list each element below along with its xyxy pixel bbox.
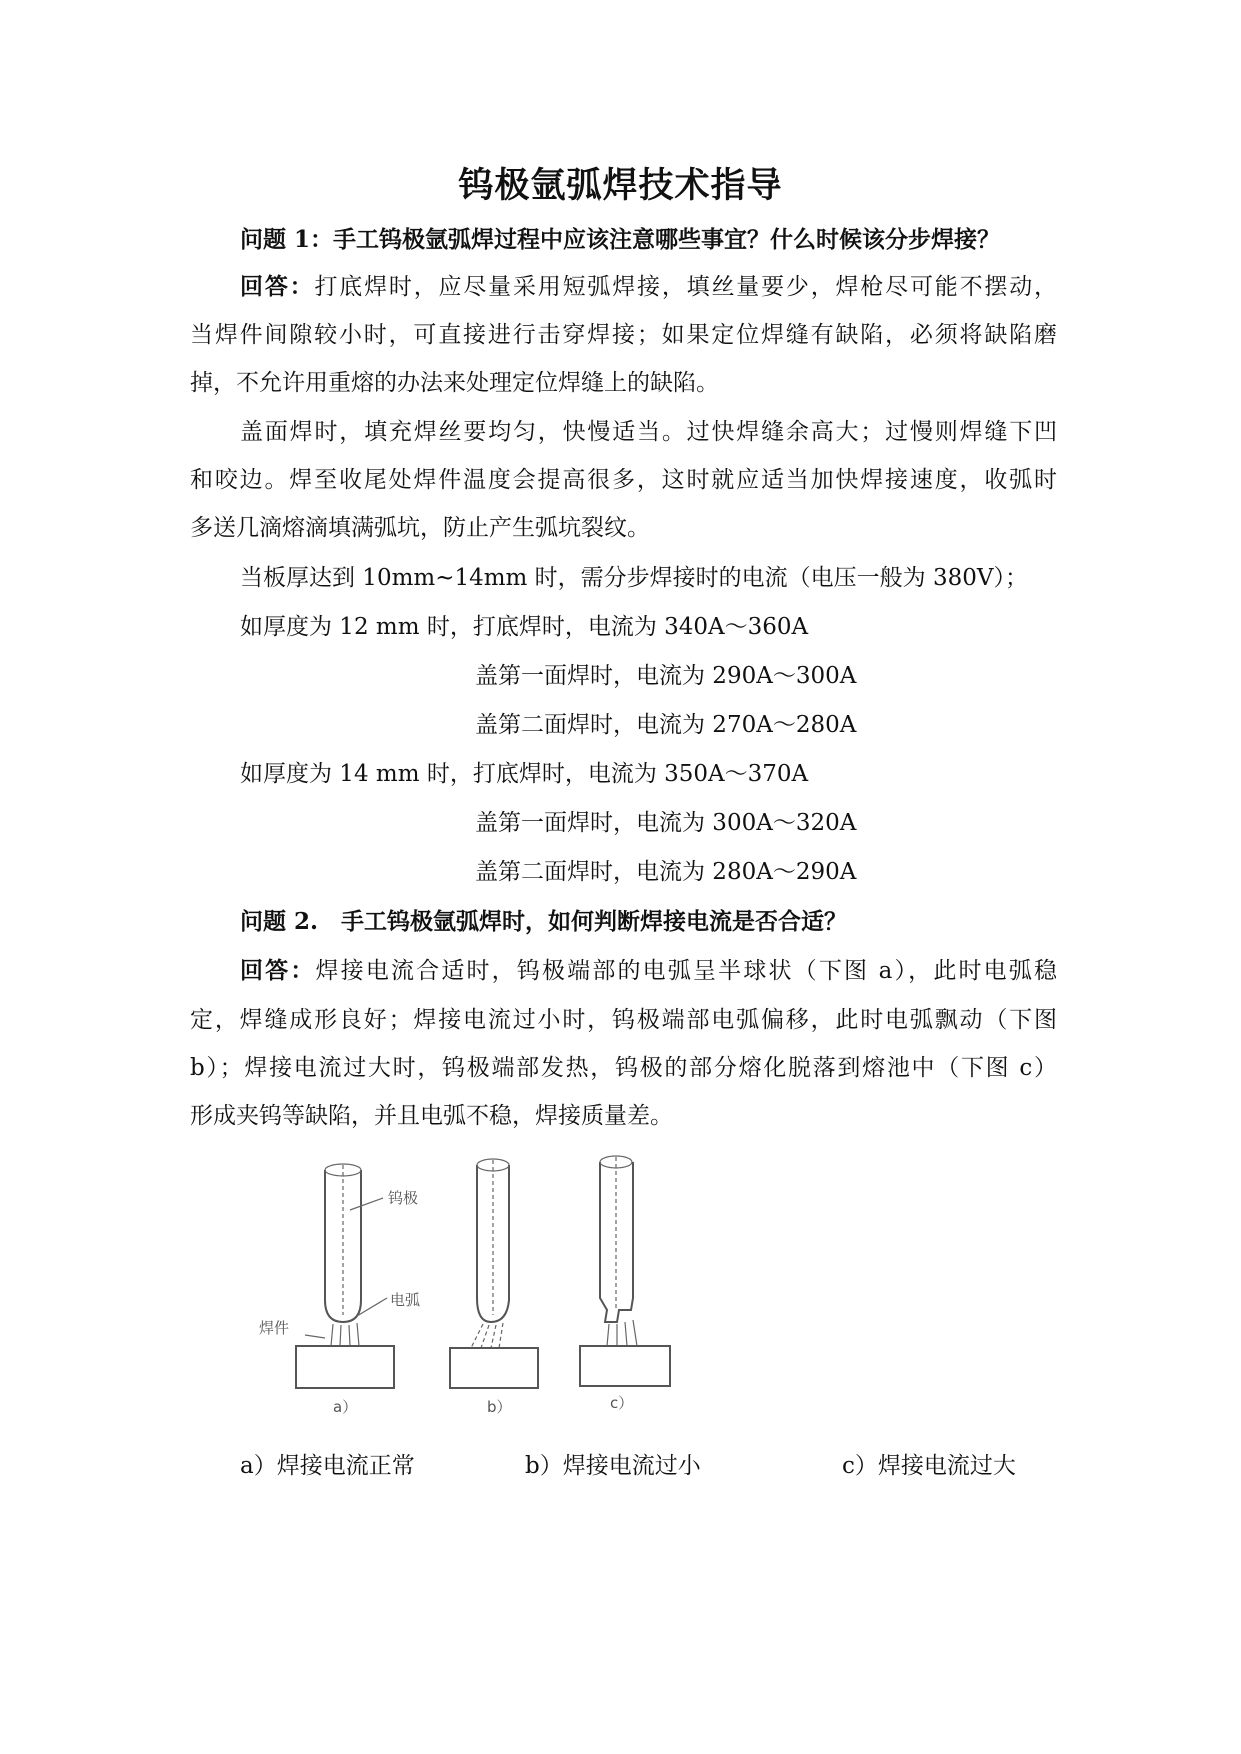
electrode-a [296, 1164, 394, 1388]
paragraph-3: 当板厚达到 10mm~14mm 时，需分步焊接时的电流（电压一般为 380V）； [240, 565, 1028, 591]
paragraph-2-line-1: 盖面焊时，填充焊丝要均匀，快慢适当。过快焊缝余高大；过慢则焊缝下凹 [240, 419, 1057, 445]
sublabel-c: c） [610, 1394, 634, 1412]
question-1: 问题 1：手工钨极氩弧焊过程中应该注意哪些事宜？什么时候该分步焊接？ [240, 226, 1001, 253]
thickness-14-line-1: 如厚度为 14 mm 时，打底焊时，电流为 350A～370A [240, 761, 809, 787]
answer-label: 回答： [240, 273, 315, 300]
label-workpiece: 焊件 [259, 1319, 290, 1337]
paragraph-2-line-3: 多送几滴熔滴填满弧坑，防止产生弧坑裂纹。 [190, 515, 650, 541]
page-title: 钨极氩弧焊技术指导 [458, 165, 783, 206]
thickness-14-line-3: 盖第二面焊时，电流为 280A～290A [475, 859, 857, 885]
thickness-14-line-2: 盖第一面焊时，电流为 300A～320A [475, 810, 857, 836]
thickness-12-line-2: 盖第一面焊时，电流为 290A～300A [475, 663, 857, 689]
sublabel-b: b） [487, 1398, 512, 1416]
thickness-12-line-1: 如厚度为 12 mm 时，打底焊时，电流为 340A～360A [240, 614, 809, 640]
answer-2-line-2: 定，焊缝成形良好；焊接电流过小时，钨极端部电弧偏移，此时电弧飘动（下图 [190, 1007, 1057, 1033]
answer-2-line-4: 形成夹钨等缺陷，并且电弧不稳，焊接质量差。 [190, 1103, 673, 1129]
caption-b: b）焊接电流过小 [525, 1453, 701, 1479]
label-arc: 电弧 [390, 1291, 421, 1309]
answer-label: 回答： [240, 957, 316, 984]
answer-1-line-3: 掉，不允许用重熔的办法来处理定位焊缝上的缺陷。 [190, 370, 719, 396]
question-2: 问题 2. 手工钨极氩弧焊时，如何判断焊接电流是否合适？ [240, 908, 848, 935]
answer-text: 焊接电流合适时，钨极端部的电弧呈半球状（下图 a），此时电弧稳 [315, 958, 1057, 984]
electrode-b [450, 1159, 538, 1388]
electrode-c [580, 1156, 670, 1386]
sublabel-a: a） [333, 1398, 358, 1416]
caption-a: a）焊接电流正常 [240, 1453, 415, 1479]
paragraph-2-line-2: 和咬边。焊至收尾处焊件温度会提高很多，这时就应适当加快焊接速度，收弧时 [190, 467, 1057, 493]
answer-2-line-3: b）；焊接电流过大时，钨极端部发热，钨极的部分熔化脱落到熔池中（下图 c） [190, 1055, 1057, 1081]
answer-1-line-1 [240, 272, 1057, 302]
label-electrode: 钨极 [388, 1189, 419, 1207]
thickness-12-line-3: 盖第二面焊时，电流为 270A～280A [475, 712, 857, 738]
caption-c: c）焊接电流过大 [842, 1453, 1016, 1479]
answer-2-line-1 [240, 956, 1057, 986]
answer-1-line-2: 当焊件间隙较小时，可直接进行击穿焊接；如果定位焊缝有缺陷，必须将缺陷磨 [190, 322, 1057, 348]
tungsten-arc-figure [245, 1150, 715, 1420]
answer-text: 打底焊时，应尽量采用短弧焊接，填丝量要少，焊枪尽可能不摆动， [314, 274, 1057, 300]
